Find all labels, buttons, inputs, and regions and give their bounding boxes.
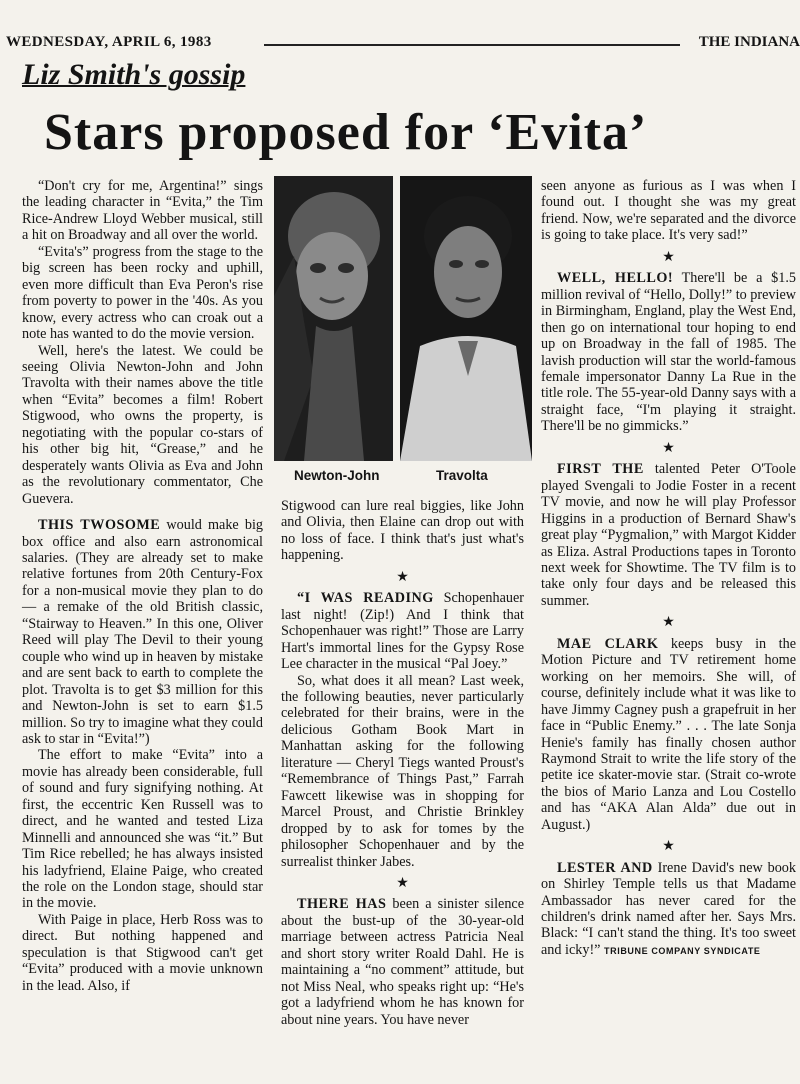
photo-travolta [400,176,532,461]
paragraph: So, what does it all mean? Last week, the following beauties, never particularly celebrated for their brains, were in the delicious Gotham Book Mart in Manhattan asking for the following literature — Cheryl Tiegs wanted Proust's “Remembrance of Things Past,” Farrah Fawcett likewise was in shopping for Marcel Proust, and Christie Brinkley dropped by to ask for tomes by the philosopher Schopenhauer and by the surrealist thinker Jabes. [281,672,524,870]
star-divider: ★ [662,839,675,855]
paragraph [22,517,263,747]
paragraph-text: would make big box office and also earn astronomical salaries. (They are already set to make relative fortunes from 20th Century-Fox for a non-musical movie they plan to do — a remake of the old British classic, “Stairway to Heaven.” In this one, Oliver Reed will play The Devil to their young couple who wind up in heaven by mistake and are sent back to earth to complete the plot. Travolta is to get $3 million for this and Newton-John is set to earn $1.5 million. So try to imagine what they could ask to star in “Evita!”) [22,517,263,747]
section-lead: THIS TWOSOME [38,517,161,534]
article-column-3 [541,178,796,959]
paragraph-text: talented Peter O'Toole played Svengali to Jodie Foster in a recent TV movie, and now he will play Professor Higgins in a production of Bernard Shaw's great play “Pygmalion,” with Margot Kidder as Eliza. Astral Productions tapes in Toronto next week for Showtime. The TV film is to take only four days and be released this summer. [541,461,796,609]
paragraph-text: There'll be a $1.5 million revival of “Hello, Dolly!” to preview in Birmingham, England, play the West End, then go on international tour hoping to end up on Broadway in the fall of 1985. The lavish production will star the world-famous female impersonator Danny La Rue in the title role. The 55-year-old Danny says with a straight face, “I'm playing it straight. There'll be no gimmicks.” [541,270,796,435]
paragraph: seen anyone as furious as I was when I found out. I thought she was my great friend. Now, we're separated and the divorce is going to take place. It's very sad!” [541,178,796,244]
paragraph: With Paige in place, Herb Ross was to direct. But nothing happened and speculation is that Stigwood can't get “Evita” produced with a movie unknown in the lead. Also, if [22,911,263,994]
dateline-date: WEDNESDAY, APRIL 6, 1983 [6,34,212,50]
star-divider: ★ [662,249,675,265]
section-lead: MAE CLARK [557,635,659,652]
star-divider: ★ [396,875,409,891]
paragraph [541,636,796,833]
paragraph [541,860,796,960]
paragraph-text: Schopenhauer last night! (Zip!) And I think that Schopenhauer was right!” Those are Larry Hart's immortal lines for the Gypsy Rose Lee character in the musical “Pal Joey.” [281,590,524,673]
portrait-newton-john-image [274,176,393,461]
paragraph [541,270,796,435]
paragraph: Stigwood can lure real biggies, like John and Olivia, then Elaine can drop out with no loss of face. I think that's just what's happening. [281,498,524,564]
paragraph: The effort to make “Evita” into a movie has already been considerable, full of sound and fury signifying nothing. At first, the eccentric Ken Russell was to direct, and he wanted and tested Liza Minnelli and announced she was “it.” But Tim Rice rebelled; he has always insisted his ladyfriend, Elaine Paige, who created the role on the London stage, should star in the movie. [22,747,263,912]
section-lead: LESTER AND [557,859,653,876]
paragraph-text: keeps busy in the Motion Picture and TV retirement home working on her memoirs. She will, of course, definitely include what it was like to have Jimmy Cagney push a grapefruit in her face in “Public Enemy.” . . . The late Sonja Henie's family has finally chosen author Raymond Strait to write the life story of the petite ice skater-movie star. (Strait co-wrote the bios of Mario Lanza and Lou Costello and has “AKA Alan Alda” due out in August.) [541,635,796,833]
section-lead: THERE HAS [297,896,387,913]
section-lead: WELL, HELLO! [557,270,674,287]
portrait-travolta-image [400,176,532,461]
paragraph [281,896,524,1028]
star-divider: ★ [396,569,409,585]
paragraph-text: Irene David's new book on Shirley Temple tells us that Madame Ambassador has never cared for the children's drink named after her. Says Mrs. Black: “I can't stand the thing. It's too sweet and icky!” [541,859,796,958]
newspaper-name: THE INDIANA [695,34,800,51]
star-divider: ★ [662,440,675,456]
paragraph-text: been a sinister silence about the bust-up of the 30-year-old marriage between actress Patricia Neal and short story writer Roald Dahl. He is maintaining a “no comment” attitude, but not Miss Neal, who speaks right up: “He's got a ladyfriend whom he has known for about nine years. You have never [281,896,525,1028]
caption-travolta: Travolta [436,468,488,483]
syndicate-credit: TRIBUNE COMPANY SYNDICATE [604,945,761,956]
paragraph [541,461,796,609]
column-name: Liz Smith's gossip [22,58,246,91]
article-column-1 [22,178,263,994]
dateline-rule [264,44,680,46]
section-lead: FIRST THE [557,461,644,478]
paragraph: “Don't cry for me, Argentina!” sings the leading character in “Evita,” the Tim Rice-Andrew Lloyd Webber musical, still a hit on Broadway and all over the world. [22,178,263,244]
paragraph: “Evita's” progress from the stage to the big screen has been rocky and uphill, even more difficult than Eva Peron's rise from poverty to power in the '40s. As you know, every actress who can croak out a note has wanted to do the movie version. [22,243,263,343]
dateline-bar [6,34,800,54]
paragraph [281,590,524,672]
paragraph: Well, here's the latest. We could be seeing Olivia Newton-John and John Travolta with their names above the title when “Evita” becomes a film! Robert Stigwood, who owns the property, is negotiating with the popular co-stars of his other big hit, “Grease,” and he desperately wants Olivia as Eva and John as the revolutionary commentator, Che Guevera. [22,342,263,507]
section-lead: “I WAS READING [297,590,434,607]
star-divider: ★ [662,615,675,631]
photo-newton-john [274,176,393,461]
article-column-2 [281,498,524,1028]
caption-newton-john: Newton-John [294,468,380,483]
headline: Stars proposed for ‘Evita’ [44,104,648,161]
